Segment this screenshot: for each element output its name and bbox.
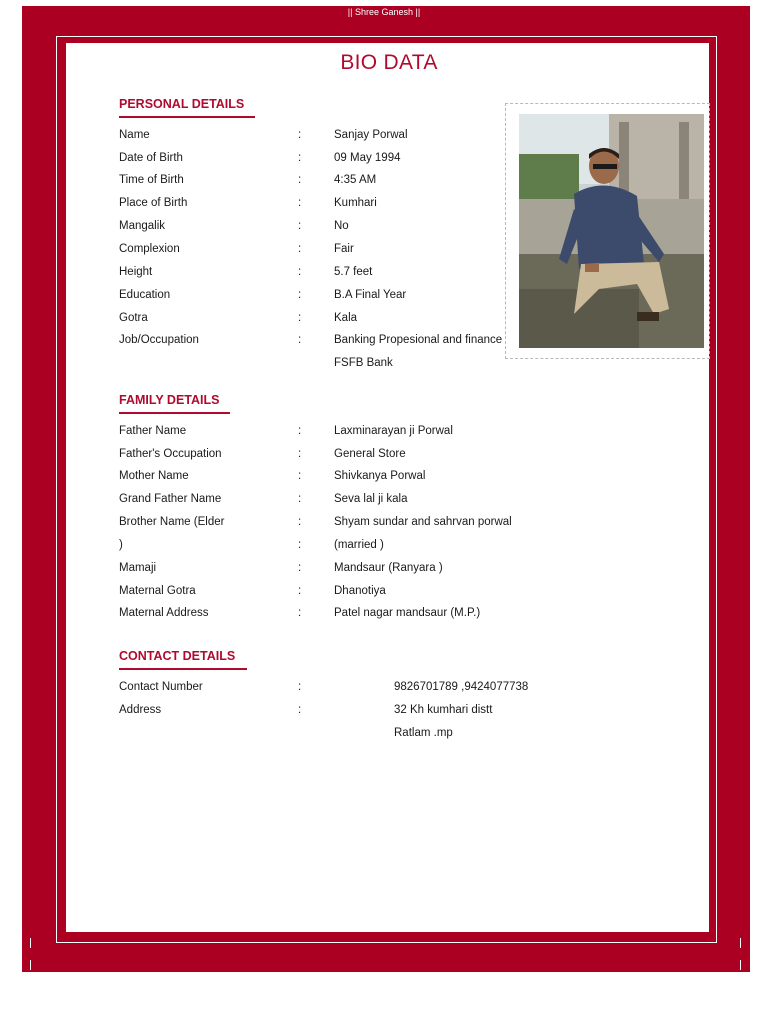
brother-status-value: (married ) — [334, 539, 384, 551]
row-colon: : — [298, 152, 302, 164]
row-label: Address — [119, 704, 162, 716]
page-title: BIO DATA — [340, 51, 438, 74]
row-colon: : — [298, 539, 302, 551]
brother-name-value: Shyam sundar and sahrvan porwal — [334, 516, 512, 528]
row-colon: : — [298, 585, 302, 597]
row-label: Mother Name — [119, 470, 189, 482]
row-colon: : — [298, 681, 302, 693]
row-label: Brother Name (Elder — [119, 516, 225, 528]
row-colon: : — [298, 607, 302, 619]
row-colon: : — [298, 312, 302, 324]
row-label: Father's Occupation — [119, 448, 222, 460]
row-colon: : — [298, 704, 302, 716]
header-blessing: || Shree Ganesh || — [347, 7, 421, 17]
crop-mark — [30, 938, 31, 948]
contact-details-heading: CONTACT DETAILS — [119, 649, 236, 663]
family-details-heading: FAMILY DETAILS — [119, 393, 220, 407]
crop-mark — [740, 938, 741, 948]
tob-value: 4:35 AM — [334, 174, 377, 186]
father-name-value: Laxminarayan ji Porwal — [334, 425, 453, 437]
row-label: Father Name — [119, 425, 187, 437]
contact-number-value: 9826701789 ,9424077738 — [394, 681, 529, 693]
row-label: Name — [119, 129, 150, 141]
row-colon: : — [298, 197, 302, 209]
occupation-continuation: FSFB Bank — [334, 357, 393, 369]
personal-details-underline — [119, 116, 255, 118]
row-label: Grand Father Name — [119, 493, 222, 505]
row-label: Gotra — [119, 312, 148, 324]
row-colon: : — [298, 562, 302, 574]
row-label: Job/Occupation — [119, 334, 199, 346]
father-occupation-value: General Store — [334, 448, 406, 460]
row-colon: : — [298, 493, 302, 505]
row-label: Contact Number — [119, 681, 203, 693]
row-colon: : — [298, 266, 302, 278]
personal-details-heading: PERSONAL DETAILS — [119, 97, 245, 111]
row-colon: : — [298, 220, 302, 232]
height-value: 5.7 feet — [334, 266, 373, 278]
row-colon: : — [298, 448, 302, 460]
address-value: 32 Kh kumhari distt — [394, 704, 493, 716]
row-colon: : — [298, 289, 302, 301]
row-label: Complexion — [119, 243, 180, 255]
contact-details-underline — [119, 668, 247, 670]
row-label: Time of Birth — [119, 174, 184, 186]
row-label: ) — [119, 539, 123, 551]
row-label: Place of Birth — [119, 197, 188, 209]
row-label: Height — [119, 266, 153, 278]
row-label: Maternal Address — [119, 607, 209, 619]
grandfather-name-value: Seva lal ji kala — [334, 493, 408, 505]
family-details-underline — [119, 412, 230, 414]
row-label: Maternal Gotra — [119, 585, 196, 597]
mangalik-value: No — [334, 220, 349, 232]
row-label: Mangalik — [119, 220, 166, 232]
row-colon: : — [298, 425, 302, 437]
row-label: Mamaji — [119, 562, 157, 574]
profile-photo-illustration — [519, 114, 704, 348]
education-value: B.A Final Year — [334, 289, 407, 301]
dob-value: 09 May 1994 — [334, 152, 401, 164]
pob-value: Kumhari — [334, 197, 377, 209]
row-colon: : — [298, 516, 302, 528]
address-continuation: Ratlam .mp — [394, 727, 453, 739]
row-colon: : — [298, 174, 302, 186]
profile-photo — [519, 114, 704, 348]
mamaji-value: Mandsaur (Ranyara ) — [334, 562, 443, 574]
mother-name-value: Shivkanya Porwal — [334, 470, 426, 482]
row-label: Education — [119, 289, 171, 301]
maternal-gotra-value: Dhanotiya — [334, 585, 386, 597]
row-colon: : — [298, 470, 302, 482]
complexion-value: Fair — [334, 243, 354, 255]
maternal-address-value: Patel nagar mandsaur (M.P.) — [334, 607, 481, 619]
row-colon: : — [298, 243, 302, 255]
occupation-value: Banking Propesional and finance — [334, 334, 503, 346]
gotra-value: Kala — [334, 312, 358, 324]
row-colon: : — [298, 334, 302, 346]
row-colon: : — [298, 129, 302, 141]
name-value: Sanjay Porwal — [334, 129, 408, 141]
crop-mark — [30, 960, 31, 970]
row-label: Date of Birth — [119, 152, 183, 164]
crop-mark — [740, 960, 741, 970]
